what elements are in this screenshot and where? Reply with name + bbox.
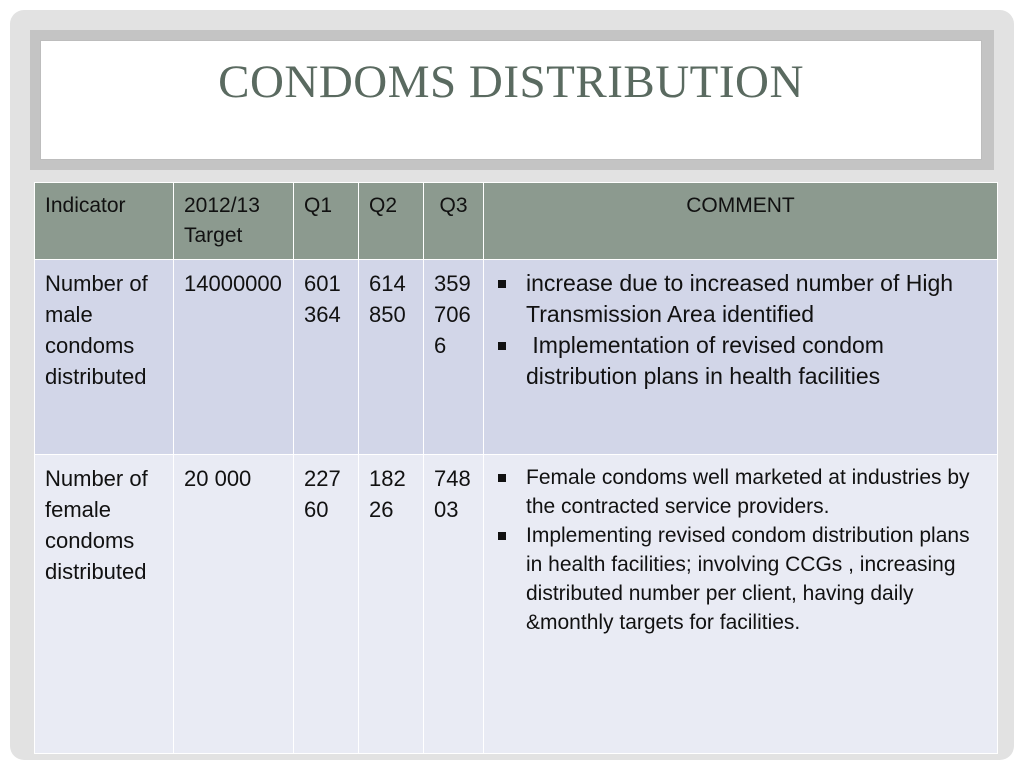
- comment-list: [494, 268, 989, 392]
- cell-indicator: Number of female condoms distributed: [35, 455, 174, 754]
- cell-target: 20 000: [174, 455, 294, 754]
- table-header-row: [35, 183, 998, 260]
- header-indicator: Indicator: [35, 183, 174, 260]
- title-box: [30, 30, 994, 170]
- header-target: 2012/13 Target: [174, 183, 294, 260]
- cell-indicator: Number of male condoms distributed: [35, 260, 174, 455]
- comment-item: Female condoms well marketed at industries by the contracted service providers.: [526, 463, 989, 521]
- value-q3: 3597066: [434, 271, 471, 358]
- cell-q2: [359, 260, 424, 455]
- cell-comment: [484, 260, 998, 455]
- value-q2: 18226: [369, 466, 406, 522]
- header-q2: Q2: [359, 183, 424, 260]
- value-q2: 614850: [369, 271, 406, 327]
- cell-q3: [424, 260, 484, 455]
- cell-q1: [294, 260, 359, 455]
- data-table-container[interactable]: [34, 182, 998, 754]
- header-q3: Q3: [424, 183, 484, 260]
- header-comment: COMMENT: [484, 183, 998, 260]
- comment-item: Implementing revised condom distribution plans in health facilities; involving CCGs , increasing distributed number per client, having daily &monthly targets for facilities.: [526, 521, 989, 637]
- condoms-distribution-table: [34, 182, 998, 754]
- title-placeholder[interactable]: [40, 40, 982, 160]
- cell-q3: [424, 455, 484, 754]
- cell-target: 14000000: [174, 260, 294, 455]
- comment-item: Implementation of revised condom distribution plans in health facilities: [526, 330, 989, 392]
- comment-item: increase due to increased number of High Transmission Area identified: [526, 268, 989, 330]
- table-row: [35, 260, 998, 455]
- value-q1: 601364: [304, 271, 341, 327]
- value-q3: 74803: [434, 466, 471, 522]
- cell-comment: [484, 455, 998, 754]
- header-q1: Q1: [294, 183, 359, 260]
- slide-title: CONDOMS DISTRIBUTION: [218, 56, 804, 108]
- value-q1: 22760: [304, 466, 341, 522]
- cell-q2: [359, 455, 424, 754]
- comment-list: [494, 463, 989, 637]
- table-row: [35, 455, 998, 754]
- cell-q1: [294, 455, 359, 754]
